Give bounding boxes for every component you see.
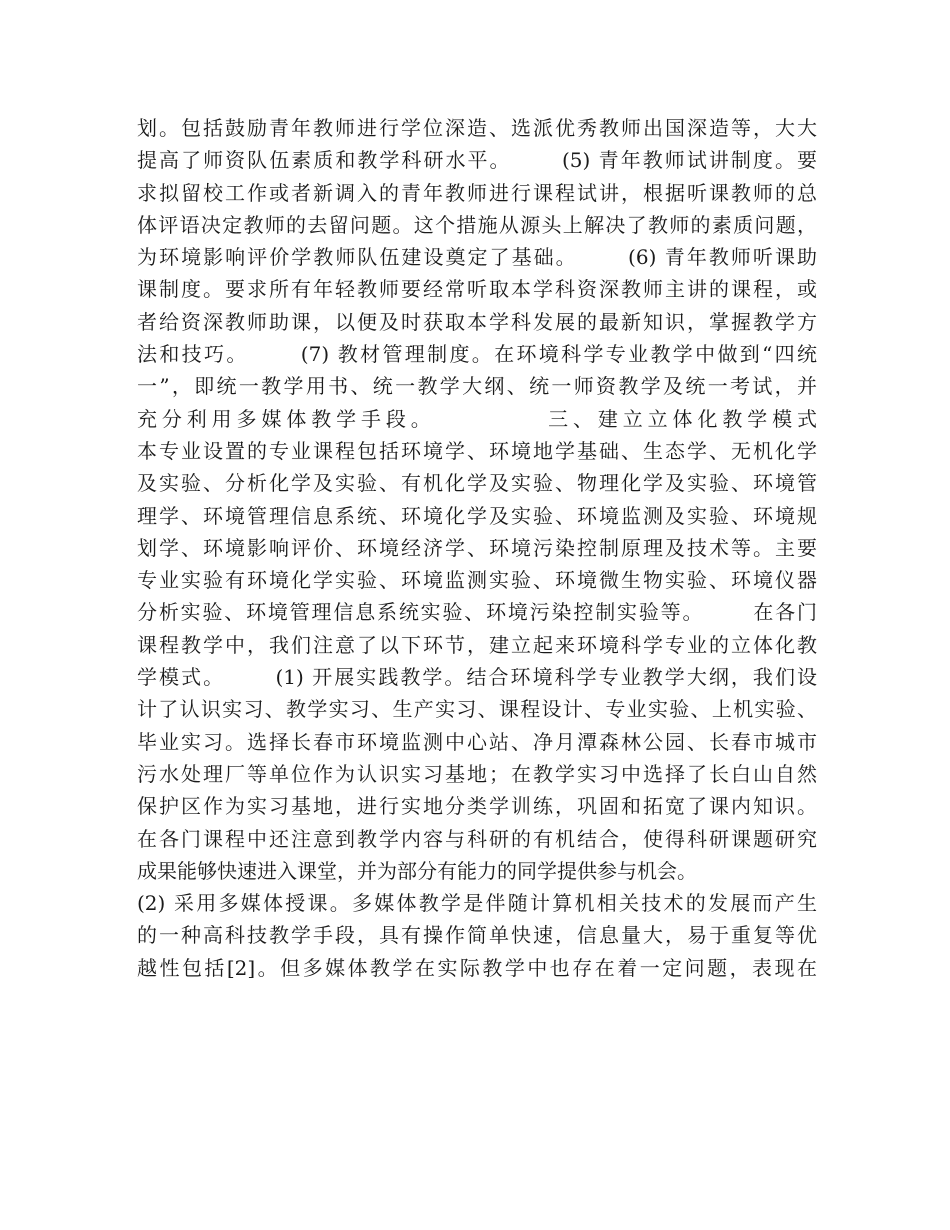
text-line: 法和技巧。 (7) 教材管理制度。在环境科学专业教学中做到“四统 [137,342,817,367]
text-line: 充分利用多媒体教学手段。 三、建立立体化教学模式 [137,406,817,431]
body-text [137,112,817,984]
text-line: 及实验、分析化学及实验、有机化学及实验、物理化学及实验、环境管 [137,471,817,496]
text-line: 保护区作为实习基地，进行实地分类学训练，巩固和拓宽了课内知识。 [137,794,817,819]
text-line: 提高了师资队伍素质和教学科研水平。 (5) 青年教师试讲制度。要 [137,148,817,173]
text-line: 分析实验、环境管理信息系统实验、环境污染控制实验等。 在各门 [137,600,817,625]
text-line: 计了认识实习、教学实习、生产实习、课程设计、专业实验、上机实验、 [137,697,817,722]
text-line: 划。包括鼓励青年教师进行学位深造、选派优秀教师出国深造等，大大 [137,116,817,140]
text-line: 的一种高科技教学手段，具有操作简单快速，信息量大，易于重复等优 [137,923,817,948]
text-line: 本专业设置的专业课程包括环境学、环境地学基础、生态学、无机化学 [137,438,817,463]
text-line: 求拟留校工作或者新调入的青年教师进行课程试讲，根据听课教师的总 [137,180,817,205]
text-line: 专业实验有环境化学实验、环境监测实验、环境微生物实验、环境仪器 [137,568,817,593]
text-line: 为环境影响评价学教师队伍建设奠定了基础。 (6) 青年教师听课助 [137,245,817,270]
text-line: 越性包括[2]。但多媒体教学在实际教学中也存在着一定问题，表现在 [137,955,817,980]
text-line: 在各门课程中还注意到教学内容与科研的有机结合，使得科研课题研究 [137,826,817,851]
text-line: 成果能够快速进入课堂，并为部分有能力的同学提供参与机会。 [137,858,697,883]
text-line: 毕业实习。选择长春市环境监测中心站、净月潭森林公园、长春市城市 [137,729,817,754]
text-line: 理学、环境管理信息系统、环境化学及实验、环境监测及实验、环境规 [137,503,817,528]
text-line: 划学、环境影响评价、环境经济学、环境污染控制原理及技术等。主要 [137,535,817,560]
text-line: 学模式。 (1) 开展实践教学。结合环境科学专业教学大纲，我们设 [137,665,817,690]
text-line: 课制度。要求所有年轻教师要经常听取本学科资深教师主讲的课程，或 [137,277,817,302]
text-line: (2) 采用多媒体授课。多媒体教学是伴随计算机相关技术的发展而产生 [137,891,817,916]
text-line: 者给资深教师助课，以便及时获取本学科发展的最新知识，掌握教学方 [137,309,817,334]
text-line: 污水处理厂等单位作为认识实习基地；在教学实习中选择了长白山自然 [137,761,817,786]
text-line: 课程教学中，我们注意了以下环节，建立起来环境科学专业的立体化教 [137,632,817,657]
text-line: 体评语决定教师的去留问题。这个措施从源头上解决了教师的素质问题， [137,212,817,237]
text-line: 一”，即统一教学用书、统一教学大纲、统一师资教学及统一考试，并 [137,374,817,399]
